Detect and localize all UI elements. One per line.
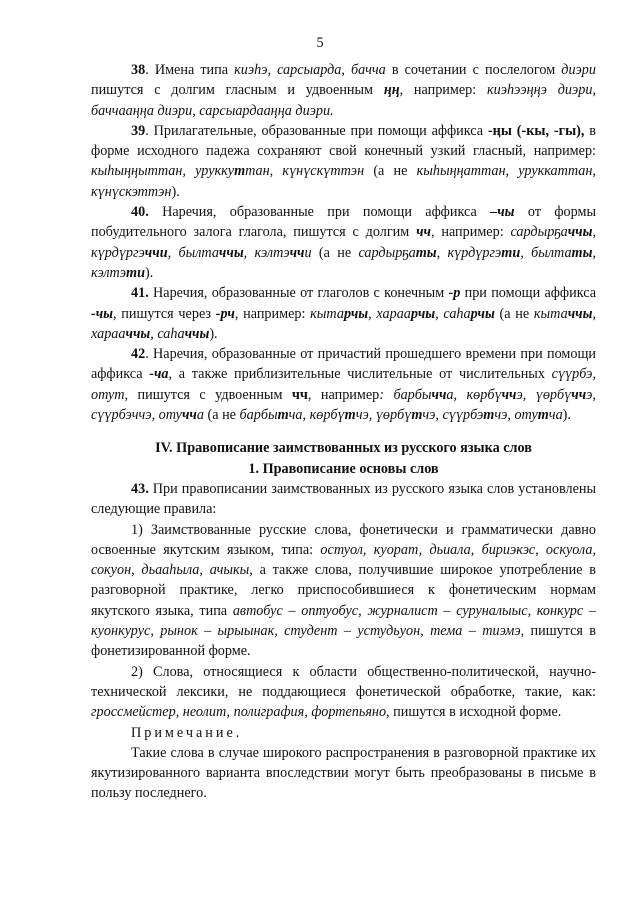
paragraph-number: 39 [131,122,146,139]
text-run: кыта [533,305,568,322]
text-run: , күрдүргэ [91,224,596,261]
text-run: (а не [203,407,240,424]
text-run: т [483,407,495,424]
text-run: ты [415,244,437,261]
text-run: 2) Слова, относящиеся к области общественно-политической, научно-технической лексики, не поддающиеся фонетической обработке, такие, как: [91,663,596,700]
text-run: ). [144,264,154,281]
text-run: -ча [149,366,169,383]
text-run: ). [171,183,180,200]
text-run: ччи [144,244,168,261]
text-run: , кэлтэ [243,244,290,261]
text-run: автобус – оптуобус, журналист – суруналыыс, конкурс – куонкурус, рынок – ырыынак, студент – устудьуон, тема – тиэмэ [91,602,596,640]
text-run: пишутся в исходной форме. [389,704,562,721]
text-run: , пишутся через [113,305,216,322]
text-run: ччы [125,325,151,342]
text-run: киэһэ, сарсыарда, бачча [234,62,386,78]
page-number: 5 [316,35,324,51]
text-run: , например [307,386,380,403]
text-run: при помощи аффикса [460,285,596,302]
text-run: от формы побудительного залога глагола, пишутся с долгим [91,204,596,241]
text-run: чч [431,386,447,403]
text-run: . Наречия, образованные от причастий прошедшего времени при помощи аффикса [91,346,596,383]
text-run: гроссмейстер, неолит, полиграфия, фортепьяно, [91,704,390,721]
note-label: Примечание. [131,724,243,741]
text-run: чч [571,386,587,403]
text-run: т [344,407,356,424]
text-run: ). [562,407,571,424]
text-run: ччы [567,224,593,241]
text-run: сардырҕа [510,224,568,241]
paragraph-p39 [91,121,596,202]
text-run: диэри [561,62,596,78]
text-run: (а не [364,163,417,180]
text-run: а [196,407,204,424]
paragraph-p43-2 [91,662,596,723]
text-run: чч [416,224,431,241]
paragraph-group-1 [91,60,596,425]
text-run: , былта [167,244,219,261]
paragraph-number: 38 [131,62,146,78]
text-run: чч [501,386,517,403]
section-title: IV. Правописание заимствованных из русского языка слов [155,440,532,457]
note-text: Такие слова в случае широкого распространения в разговорной практике их якутизированного варианта впоследствии могут быть преобразованы в письме в пользу последнего. [91,744,596,802]
text-run: Наречия, образованные от глаголов с конечным [148,285,449,302]
paragraph-p41 [91,283,596,344]
paragraph-number: 41. [131,285,149,302]
text-run: -ңы (-кы, -гы), [487,122,585,139]
text-run: 1) Заимствованные русские слова, фонетически и грамматически давно освоенные якутским языком, типа: [91,521,596,558]
text-run: ). [209,325,218,342]
paragraph-p40 [91,202,596,283]
text-run: . Имена типа [145,62,235,78]
paragraph-group-2 [91,479,596,723]
text-run: (а не [311,244,359,261]
page-body [91,60,596,804]
paragraph-p38 [91,60,596,121]
text-run: остуол, куорат, дьиала, бириэкэс, оскуола, сокуон, дьааһыла, ачыкы [91,541,596,579]
text-run: чч [289,244,305,261]
paragraph-p43 [91,479,596,520]
text-run: , пишутся с удвоенным [124,386,292,403]
paragraph-p42 [91,344,596,425]
text-run: ччы [218,244,244,261]
text-run: ти [501,244,521,261]
text-run: , былта [520,244,572,261]
text-run: , күрдүргэ [436,244,502,261]
text-run: , например: [234,305,311,322]
text-run: тан, күнүскүттэн [245,163,365,180]
text-run: , хараа [368,305,411,322]
text-run: , например: [430,224,511,241]
paragraph-number: 40. [131,204,149,221]
text-run: -чы [91,305,114,322]
text-run: и [304,244,312,261]
text-run: ти [126,264,145,281]
text-run: чэ, оту [494,407,538,424]
text-run: ча, көрбү [288,407,345,424]
text-run: , пишутся в фонетизированной форме. [91,623,596,660]
text-run: сардырҕа [358,244,416,261]
text-run: т [234,163,246,180]
text-run: чч [181,407,197,424]
text-run: а, көрбү [446,386,502,403]
subsection-title: 1. Правописание основы слов [248,460,439,477]
text-run: т [537,407,549,424]
text-run: э, сүүрбэччэ, оту [91,386,596,424]
text-run: ччы [184,325,210,342]
text-run: ччы [567,305,593,322]
text-run: чэ, үөрбү [355,407,412,424]
text-run: киэһээңңэ диэри, баччааңңа диэри, сарсыардааңңа диэри. [91,82,596,119]
paragraph-p43-1 [91,520,596,662]
text-run: , а также слова, получившие широкое употребление в разговорной практике, легко приспособившиеся к фонетическим нормам якутского языка, типа [91,562,597,619]
text-run: ты [571,244,593,261]
text-run: рчы [470,305,495,322]
text-run: При правописании заимствованных из русского языка слов установлены следующие правила: [91,480,596,518]
text-run: , саһа [150,325,185,342]
text-run: рчы [410,305,436,322]
text-run: т [277,407,289,424]
text-run: т [411,407,423,424]
text-run: , например: [399,82,488,99]
text-run: сүүрбэ, отут [91,366,596,403]
text-run: Наречия, образованные при помощи аффикса [148,204,491,221]
paragraph-number: 42 [131,346,146,363]
text-run: -рч [215,305,235,322]
text-run: -р [448,285,461,302]
text-run: ңң [383,82,400,99]
text-run: в сочетании с послелогом [385,62,562,78]
text-run: , хараа [91,305,596,342]
text-run: чэ, сүүрбэ [422,407,484,424]
text-run: : барбы [379,386,432,403]
text-run: (а не [494,305,534,322]
text-run: барбы [239,407,278,424]
paragraph-number: 43. [131,480,149,497]
text-run: пишутся с долгим гласным и удвоенным [91,82,384,99]
text-run: э, үөрбү [516,386,572,403]
text-run: кыһыңңыттан, урукку [91,163,235,180]
text-run: , кэлтэ [91,244,596,281]
text-run: , а также приблизительные числительные от числительных [168,366,552,383]
text-run: кыһыңңаттан, уруккаттан, күнүскэттэн [91,163,596,200]
text-run: кыта [310,305,344,322]
text-run: ча [548,407,563,424]
text-run: в форме исходного падежа сохраняют свой конечный узкий гласный, например: [91,122,597,160]
text-run: –чы [490,204,515,221]
text-run: рчы [343,305,369,322]
text-run: , саһа [435,305,471,322]
text-run: чч [291,386,308,403]
text-run: . Прилагательные, образованные при помощи аффикса [145,122,488,139]
